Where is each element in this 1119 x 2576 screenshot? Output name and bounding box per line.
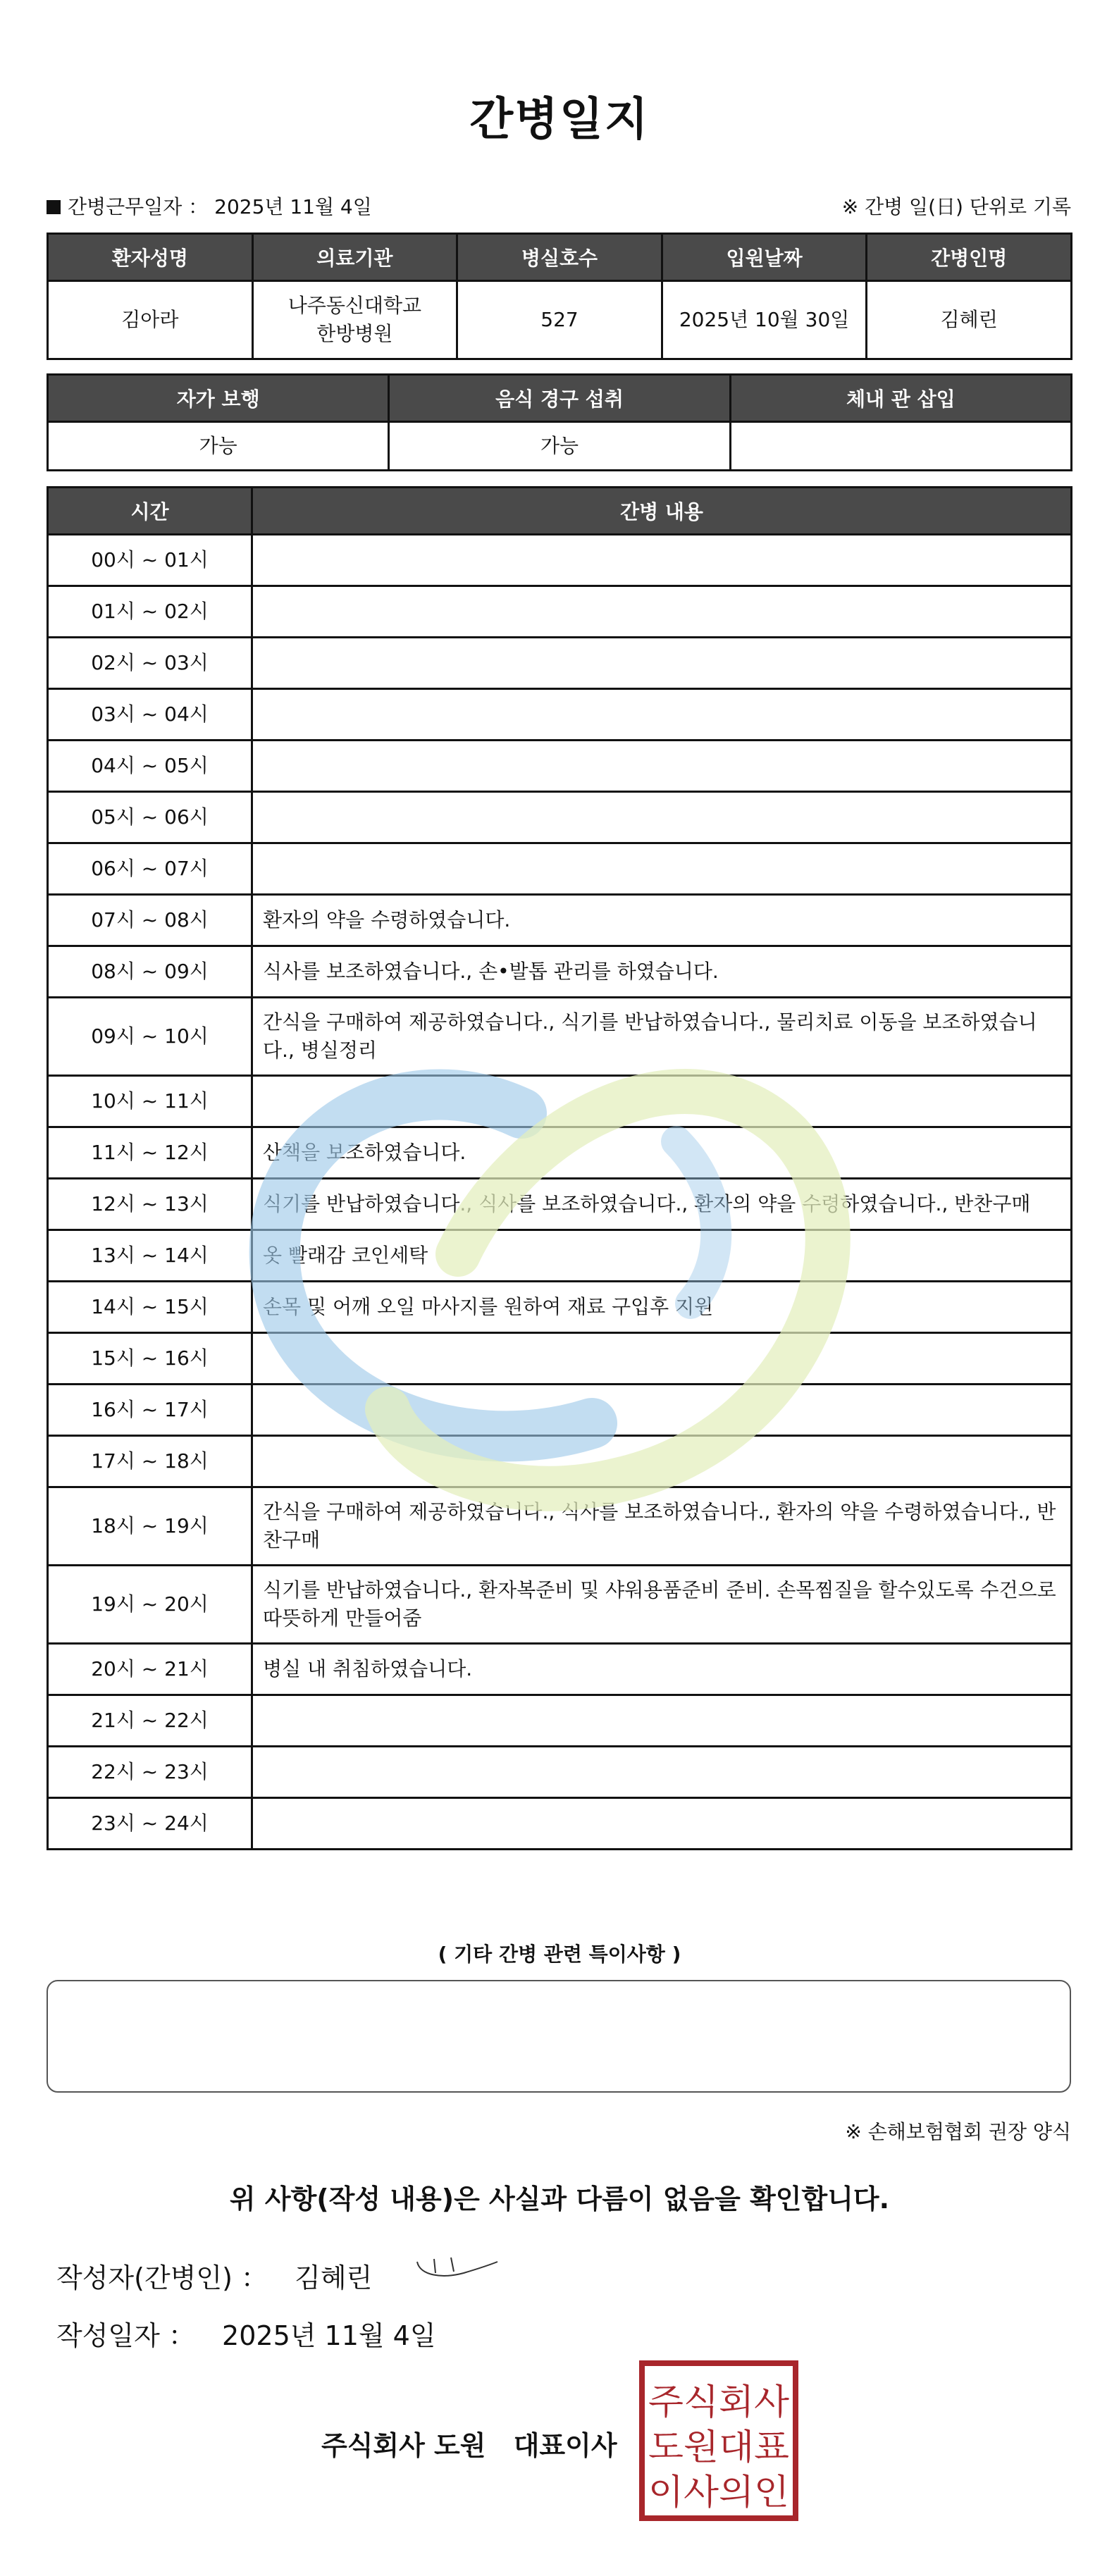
table-row (48, 946, 1072, 998)
content-cell: 간식을 구매하여 제공하였습니다., 식사를 보조하였습니다., 환자의 약을 수령하였습니다., 반찬구매 (252, 1487, 1072, 1566)
company-line (321, 2424, 617, 2463)
svg-text:도원대표: 도원대표 (648, 2427, 789, 2467)
content-cell (252, 586, 1072, 638)
content-cell (252, 638, 1072, 689)
status-value-row (48, 422, 1072, 471)
content-cell (252, 1333, 1072, 1385)
time-cell: 03시 ~ 04시 (48, 689, 252, 741)
table-row (48, 792, 1072, 843)
patient-info-table (47, 233, 1072, 360)
content-cell: 간식을 구매하여 제공하였습니다., 식기를 반납하였습니다., 물리치료 이동을 보조하였습니다., 병실정리 (252, 998, 1072, 1076)
log-header-row (48, 488, 1072, 535)
header-care-content: 간병 내용 (252, 488, 1072, 535)
unit-note: ※ 간병 일(日) 단위로 기록 (841, 195, 1071, 218)
time-cell: 18시 ~ 19시 (48, 1487, 252, 1566)
document-title: 간병일지 (469, 94, 650, 146)
time-cell: 00시 ~ 01시 (48, 535, 252, 586)
company-seal-icon (638, 2359, 800, 2522)
writer-name: 김혜린 (295, 2262, 373, 2293)
time-cell: 07시 ~ 08시 (48, 895, 252, 946)
content-cell (252, 689, 1072, 741)
patient-value-row (48, 281, 1072, 359)
content-cell: 손목 및 어깨 오일 마사지를 원하여 재료 구입후 지원 (252, 1282, 1072, 1333)
time-cell: 16시 ~ 17시 (48, 1385, 252, 1436)
time-cell: 20시 ~ 21시 (48, 1644, 252, 1695)
content-cell: 식기를 반납하였습니다., 식사를 보조하였습니다., 환자의 약을 수령하였습니다., 반찬구매 (252, 1179, 1072, 1230)
remarks-title: ( 기타 간병 관련 특이사항 ) (438, 1943, 681, 1966)
table-row (48, 1333, 1072, 1385)
table-row (48, 689, 1072, 741)
table-row (48, 1385, 1072, 1436)
table-row (48, 1644, 1072, 1695)
header-tube-insertion: 체내 관 삽입 (730, 375, 1071, 422)
table-row (48, 1076, 1072, 1127)
table-row (48, 741, 1072, 792)
time-cell: 14시 ~ 15시 (48, 1282, 252, 1333)
caregiver-name-value: 김혜린 (867, 281, 1072, 359)
work-date-label: 간병근무일자 (68, 195, 183, 218)
table-row (48, 586, 1072, 638)
content-cell (252, 535, 1072, 586)
content-cell (252, 741, 1072, 792)
time-cell: 19시 ~ 20시 (48, 1566, 252, 1644)
patient-name-value: 김아라 (48, 281, 253, 359)
company-name: 주식회사 도원 (321, 2430, 486, 2461)
table-row (48, 843, 1072, 895)
written-date-line (56, 2314, 436, 2353)
self-walking-value: 가능 (48, 422, 389, 471)
time-cell: 23시 ~ 24시 (48, 1798, 252, 1850)
table-row (48, 1487, 1072, 1566)
time-cell: 15시 ~ 16시 (48, 1333, 252, 1385)
time-cell: 06시 ~ 07시 (48, 843, 252, 895)
form-note: ※ 손해보험협회 권장 양식 (845, 2120, 1071, 2143)
content-cell (252, 1436, 1072, 1487)
time-cell: 04시 ~ 05시 (48, 741, 252, 792)
content-cell (252, 1747, 1072, 1798)
written-date-separator: ： (168, 2320, 195, 2351)
header-self-walking: 자가 보행 (48, 375, 389, 422)
table-row (48, 1798, 1072, 1850)
content-cell: 병실 내 취침하였습니다. (252, 1644, 1072, 1695)
admission-date-value: 2025년 10월 30일 (662, 281, 867, 359)
time-cell: 09시 ~ 10시 (48, 998, 252, 1076)
content-cell (252, 843, 1072, 895)
table-row (48, 998, 1072, 1076)
square-bullet-icon (47, 200, 61, 214)
content-cell: 환자의 약을 수령하였습니다. (252, 895, 1072, 946)
content-cell (252, 1385, 1072, 1436)
time-cell: 12시 ~ 13시 (48, 1179, 252, 1230)
header-oral-intake: 음식 경구 섭취 (389, 375, 730, 422)
content-cell: 옷 빨래감 코인세탁 (252, 1230, 1072, 1282)
room-number-value: 527 (457, 281, 662, 359)
hospital-value: 나주동신대학교한방병원 (252, 281, 457, 359)
writer-label: 작성자(간병인) (56, 2262, 233, 2293)
patient-header-row (48, 234, 1072, 281)
content-cell: 산책을 보조하였습니다. (252, 1127, 1072, 1179)
header-time: 시간 (48, 488, 252, 535)
content-cell (252, 1695, 1072, 1747)
table-row (48, 1695, 1072, 1747)
table-row (48, 1179, 1072, 1230)
time-cell: 10시 ~ 11시 (48, 1076, 252, 1127)
tube-insertion-value (730, 422, 1071, 471)
table-row (48, 638, 1072, 689)
content-cell (252, 1076, 1072, 1127)
content-cell: 식기를 반납하였습니다., 환자복준비 및 샤워용품준비 준비. 손목찜질을 할수있도록 수건으로 따뜻하게 만들어줌 (252, 1566, 1072, 1644)
header-room-number: 병실호수 (457, 234, 662, 281)
work-date-line (47, 192, 372, 220)
table-row (48, 895, 1072, 946)
written-date-label: 작성일자 (56, 2320, 160, 2351)
table-row (48, 1747, 1072, 1798)
work-date-separator: ： (188, 195, 209, 218)
work-date-value: 2025년 11월 4일 (214, 195, 372, 218)
table-row (48, 1230, 1072, 1282)
handwritten-signature-icon (414, 2252, 499, 2287)
patient-status-table (47, 373, 1072, 471)
content-cell (252, 792, 1072, 843)
header-admission-date: 입원날짜 (662, 234, 867, 281)
header-caregiver-name: 간병인명 (867, 234, 1072, 281)
table-row (48, 1127, 1072, 1179)
care-log-table (47, 486, 1072, 1850)
writer-separator: ： (241, 2262, 268, 2293)
time-cell: 08시 ~ 09시 (48, 946, 252, 998)
confirmation-statement: 위 사항(작성 내용)은 사실과 다름이 없음을 확인합니다. (229, 2184, 890, 2215)
written-date-value: 2025년 11월 4일 (222, 2320, 436, 2351)
time-cell: 11시 ~ 12시 (48, 1127, 252, 1179)
svg-text:이사의인: 이사의인 (648, 2472, 789, 2513)
time-cell: 22시 ~ 23시 (48, 1747, 252, 1798)
time-cell: 13시 ~ 14시 (48, 1230, 252, 1282)
table-row (48, 1566, 1072, 1644)
time-cell: 01시 ~ 02시 (48, 586, 252, 638)
content-cell: 식사를 보조하였습니다., 손•발톱 관리를 하였습니다. (252, 946, 1072, 998)
time-cell: 05시 ~ 06시 (48, 792, 252, 843)
status-header-row (48, 375, 1072, 422)
svg-text:주식회사: 주식회사 (648, 2382, 790, 2422)
content-cell (252, 1798, 1072, 1850)
time-cell: 02시 ~ 03시 (48, 638, 252, 689)
oral-intake-value: 가능 (389, 422, 730, 471)
table-row (48, 1436, 1072, 1487)
header-hospital: 의료기관 (252, 234, 457, 281)
company-representative: 대표이사 (513, 2430, 617, 2461)
time-cell: 21시 ~ 22시 (48, 1695, 252, 1747)
table-row (48, 1282, 1072, 1333)
writer-line (56, 2256, 372, 2295)
remarks-box (47, 1980, 1071, 2093)
table-row (48, 535, 1072, 586)
header-patient-name: 환자성명 (48, 234, 253, 281)
time-cell: 17시 ~ 18시 (48, 1436, 252, 1487)
